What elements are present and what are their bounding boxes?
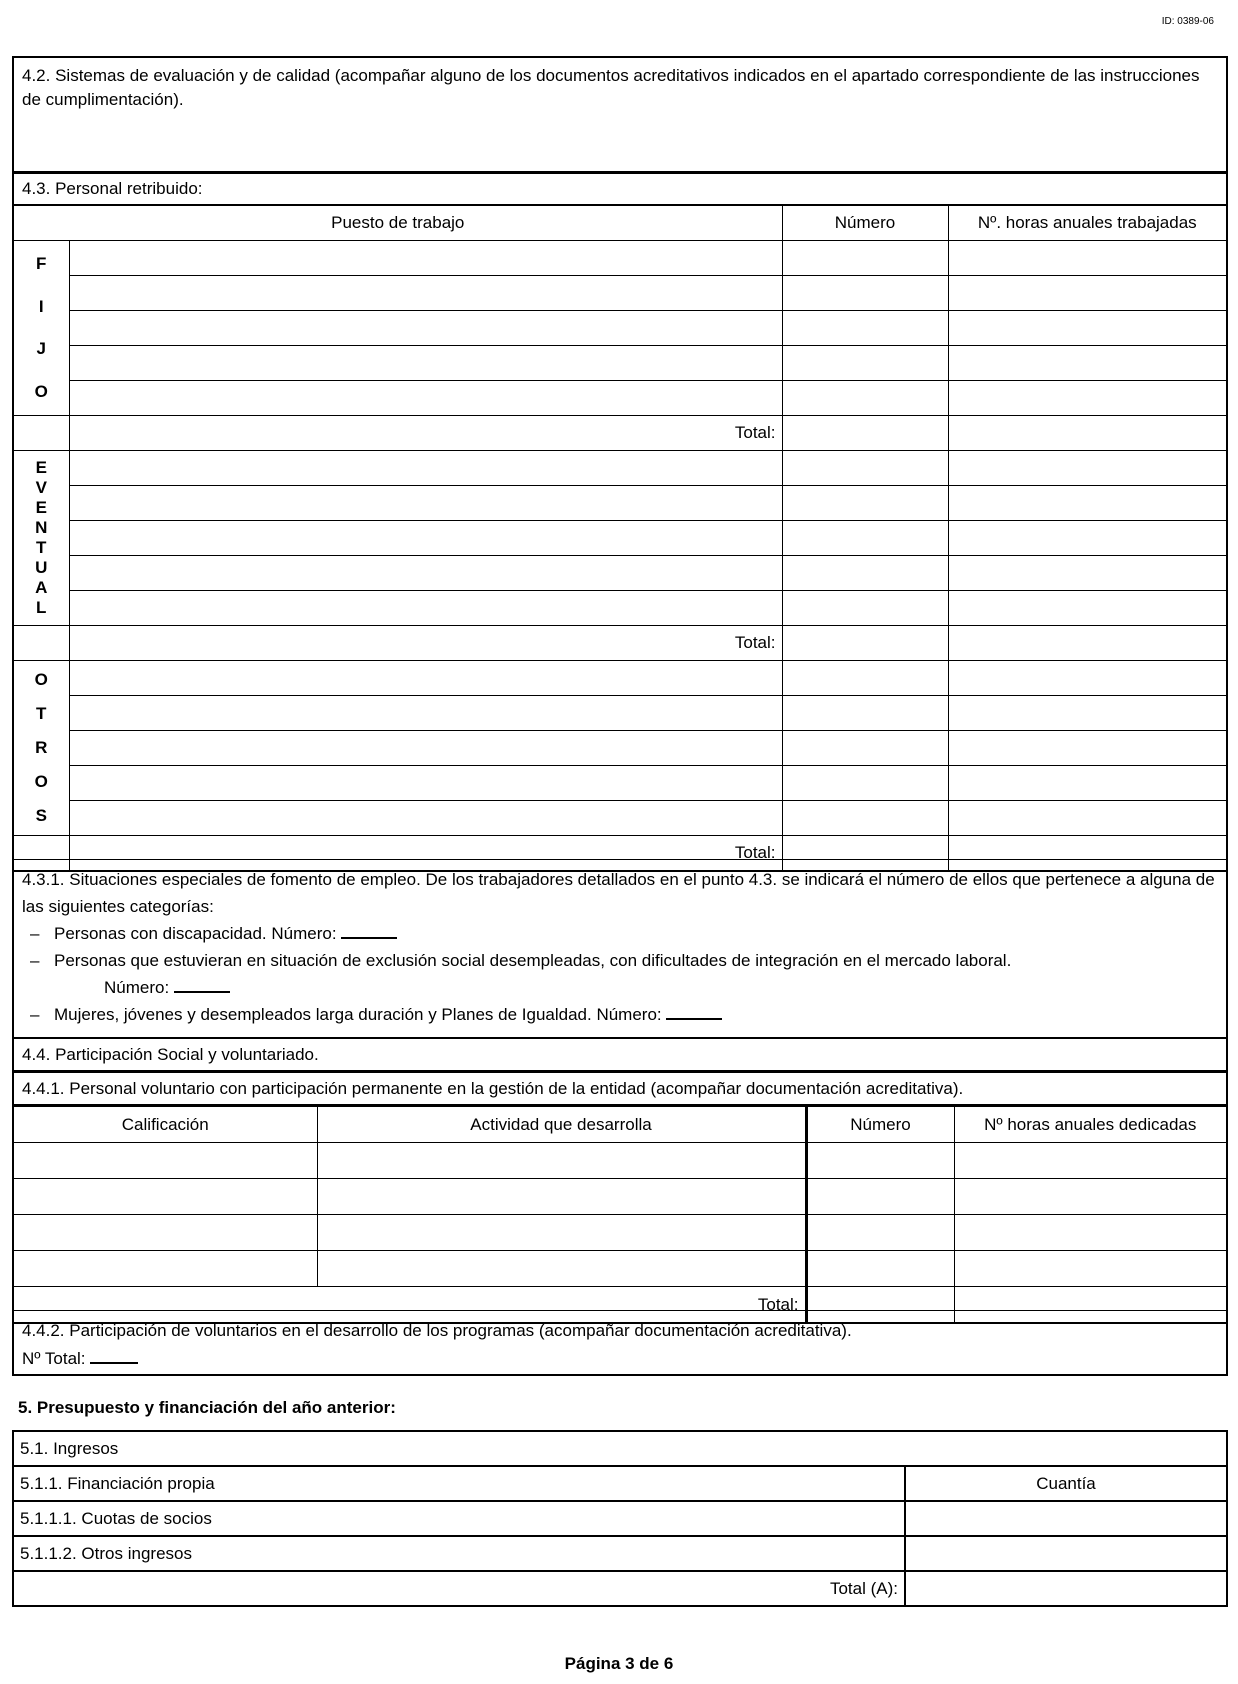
eventual-horas-cell[interactable] bbox=[948, 591, 1227, 626]
horas-cell[interactable] bbox=[954, 1179, 1227, 1215]
numero-cell[interactable] bbox=[806, 1179, 954, 1215]
exclusion-item: – Personas que estuvieran en situación de exclusión social desempleadas, con dificultades de integración en el mercado laboral. bbox=[22, 947, 1218, 974]
voluntario-table bbox=[12, 1106, 1228, 1324]
discapacidad-number-field[interactable] bbox=[341, 921, 397, 939]
otros-horas-cell[interactable] bbox=[948, 731, 1227, 766]
section-4-4 bbox=[12, 1038, 1228, 1324]
otros-numero-cell[interactable] bbox=[782, 801, 948, 836]
otros-horas-cell[interactable] bbox=[948, 801, 1227, 836]
eventual-puesto-cell[interactable] bbox=[69, 556, 782, 591]
section-4-3-title: 4.3. Personal retribuido: bbox=[12, 172, 1228, 205]
otros-numero-cell[interactable] bbox=[782, 661, 948, 696]
fijo-puesto-cell[interactable] bbox=[69, 381, 782, 416]
section-4-4-2-total: Nº Total: bbox=[22, 1345, 1218, 1373]
section-5 bbox=[12, 1430, 1228, 1607]
section-4-3-1-intro: 4.3.1. Situaciones especiales de fomento de empleo. De los trabajadores detallados en el punto 4.3. se indicará el número de ellos que pertenece a alguna de las siguientes categorías: bbox=[22, 870, 1215, 916]
section-4-4-1-title: 4.4.1. Personal voluntario con participación permanente en la gestión de la entidad (acompañar documentación acreditativa). bbox=[12, 1072, 1228, 1106]
col-puesto-header: Puesto de trabajo bbox=[13, 206, 782, 241]
fijo-numero-cell[interactable] bbox=[782, 311, 948, 346]
total-a-label: Total (A): bbox=[13, 1571, 905, 1606]
eventual-puesto-cell[interactable] bbox=[69, 521, 782, 556]
fijo-horas-cell[interactable] bbox=[948, 241, 1227, 276]
numero-cell[interactable] bbox=[806, 1215, 954, 1251]
eventual-horas-cell[interactable] bbox=[948, 521, 1227, 556]
fijo-total-horas[interactable] bbox=[948, 416, 1227, 451]
exclusion-number-line: Número: bbox=[22, 974, 1218, 1001]
eventual-puesto-cell[interactable] bbox=[69, 591, 782, 626]
fijo-horas-cell[interactable] bbox=[948, 346, 1227, 381]
voluntario-total-label: Total: bbox=[13, 1287, 806, 1324]
eventual-numero-cell[interactable] bbox=[782, 486, 948, 521]
col-calificacion-header: Calificación bbox=[13, 1107, 317, 1143]
section-5-title: 5. Presupuesto y financiación del año anterior: bbox=[18, 1398, 396, 1417]
eventual-horas-cell[interactable] bbox=[948, 486, 1227, 521]
col-horas-header: Nº. horas anuales trabajadas bbox=[948, 206, 1227, 241]
otros-puesto-cell[interactable] bbox=[69, 731, 782, 766]
fijo-total-numero[interactable] bbox=[782, 416, 948, 451]
fijo-label: F I J O bbox=[13, 241, 69, 416]
actividad-cell[interactable] bbox=[317, 1215, 806, 1251]
cuotas-socios-label: 5.1.1.1. Cuotas de socios bbox=[13, 1501, 905, 1536]
fijo-puesto-cell[interactable] bbox=[69, 346, 782, 381]
otros-ingresos-label: 5.1.1.2. Otros ingresos bbox=[13, 1536, 905, 1571]
cuantia-header: Cuantía bbox=[905, 1466, 1227, 1501]
ingresos-table bbox=[12, 1430, 1228, 1607]
numero-cell[interactable] bbox=[806, 1251, 954, 1287]
document-id: ID: 0389-06 bbox=[1161, 16, 1214, 27]
eventual-numero-cell[interactable] bbox=[782, 451, 948, 486]
col-horas-header: Nº horas anuales dedicadas bbox=[954, 1107, 1227, 1143]
otros-numero-cell[interactable] bbox=[782, 766, 948, 801]
calificacion-cell[interactable] bbox=[13, 1215, 317, 1251]
total-a-value[interactable] bbox=[905, 1571, 1227, 1606]
eventual-total-numero[interactable] bbox=[782, 626, 948, 661]
otros-puesto-cell[interactable] bbox=[69, 801, 782, 836]
ingresos-title: 5.1. Ingresos bbox=[13, 1431, 1227, 1466]
fijo-horas-cell[interactable] bbox=[948, 276, 1227, 311]
numero-cell[interactable] bbox=[806, 1143, 954, 1179]
fijo-puesto-cell[interactable] bbox=[69, 311, 782, 346]
col-actividad-header: Actividad que desarrolla bbox=[317, 1107, 806, 1143]
eventual-numero-cell[interactable] bbox=[782, 521, 948, 556]
col-numero-header: Número bbox=[806, 1107, 954, 1143]
horas-cell[interactable] bbox=[954, 1143, 1227, 1179]
eventual-total-horas[interactable] bbox=[948, 626, 1227, 661]
actividad-cell[interactable] bbox=[317, 1143, 806, 1179]
section-4-4-2-title: 4.4.2. Participación de voluntarios en el desarrollo de los programas (acompañar documentación acreditativa). bbox=[22, 1321, 852, 1340]
eventual-total-label: Total: bbox=[69, 626, 782, 661]
calificacion-cell[interactable] bbox=[13, 1251, 317, 1287]
horas-cell[interactable] bbox=[954, 1215, 1227, 1251]
otros-numero-cell[interactable] bbox=[782, 731, 948, 766]
otros-ingresos-value[interactable] bbox=[905, 1536, 1227, 1571]
fijo-total-label: Total: bbox=[69, 416, 782, 451]
eventual-puesto-cell[interactable] bbox=[69, 451, 782, 486]
col-numero-header: Número bbox=[782, 206, 948, 241]
section-4-3-1 bbox=[12, 859, 1228, 1039]
otros-puesto-cell[interactable] bbox=[69, 766, 782, 801]
otros-puesto-cell[interactable] bbox=[69, 661, 782, 696]
fijo-puesto-cell[interactable] bbox=[69, 241, 782, 276]
otros-label: O T R O S bbox=[13, 661, 69, 836]
horas-cell[interactable] bbox=[954, 1251, 1227, 1287]
fijo-numero-cell[interactable] bbox=[782, 276, 948, 311]
otros-horas-cell[interactable] bbox=[948, 661, 1227, 696]
cuotas-socios-value[interactable] bbox=[905, 1501, 1227, 1536]
section-4-2 bbox=[12, 56, 1228, 173]
eventual-horas-cell[interactable] bbox=[948, 451, 1227, 486]
fijo-numero-cell[interactable] bbox=[782, 241, 948, 276]
fijo-puesto-cell[interactable] bbox=[69, 276, 782, 311]
section-4-4-title: 4.4. Participación Social y voluntariado. bbox=[12, 1038, 1228, 1072]
eventual-numero-cell[interactable] bbox=[782, 556, 948, 591]
otros-total-label: Total: bbox=[69, 836, 782, 872]
actividad-cell[interactable] bbox=[317, 1179, 806, 1215]
calificacion-cell[interactable] bbox=[13, 1179, 317, 1215]
financiacion-propia-label: 5.1.1. Financiación propia bbox=[13, 1466, 905, 1501]
otros-numero-cell[interactable] bbox=[782, 696, 948, 731]
calificacion-cell[interactable] bbox=[13, 1143, 317, 1179]
section-4-4-2 bbox=[12, 1310, 1228, 1376]
section-4-3 bbox=[12, 172, 1228, 872]
eventual-label: E V E N T U A L bbox=[13, 451, 69, 626]
actividad-cell[interactable] bbox=[317, 1251, 806, 1287]
voluntarios-total-field[interactable] bbox=[90, 1346, 138, 1364]
eventual-horas-cell[interactable] bbox=[948, 556, 1227, 591]
section-4-2-text: 4.2. Sistemas de evaluación y de calidad (acompañar alguno de los documentos acreditativos indicados en el apartado correspondiente de las instrucciones de cumplimentación). bbox=[22, 66, 1200, 109]
otros-horas-cell[interactable] bbox=[948, 766, 1227, 801]
igualdad-item: – Mujeres, jóvenes y desempleados larga duración y Planes de Igualdad. Número: bbox=[22, 1001, 1218, 1028]
fijo-numero-cell[interactable] bbox=[782, 381, 948, 416]
exclusion-number-field[interactable] bbox=[174, 975, 230, 993]
igualdad-number-field[interactable] bbox=[666, 1002, 722, 1020]
otros-puesto-cell[interactable] bbox=[69, 696, 782, 731]
fijo-horas-cell[interactable] bbox=[948, 381, 1227, 416]
otros-horas-cell[interactable] bbox=[948, 696, 1227, 731]
fijo-horas-cell[interactable] bbox=[948, 311, 1227, 346]
eventual-numero-cell[interactable] bbox=[782, 591, 948, 626]
personal-retribuido-table bbox=[12, 205, 1228, 872]
page-number: Página 3 de 6 bbox=[564, 1654, 674, 1673]
fijo-numero-cell[interactable] bbox=[782, 346, 948, 381]
discapacidad-item: – Personas con discapacidad. Número: bbox=[22, 920, 1218, 947]
eventual-puesto-cell[interactable] bbox=[69, 486, 782, 521]
